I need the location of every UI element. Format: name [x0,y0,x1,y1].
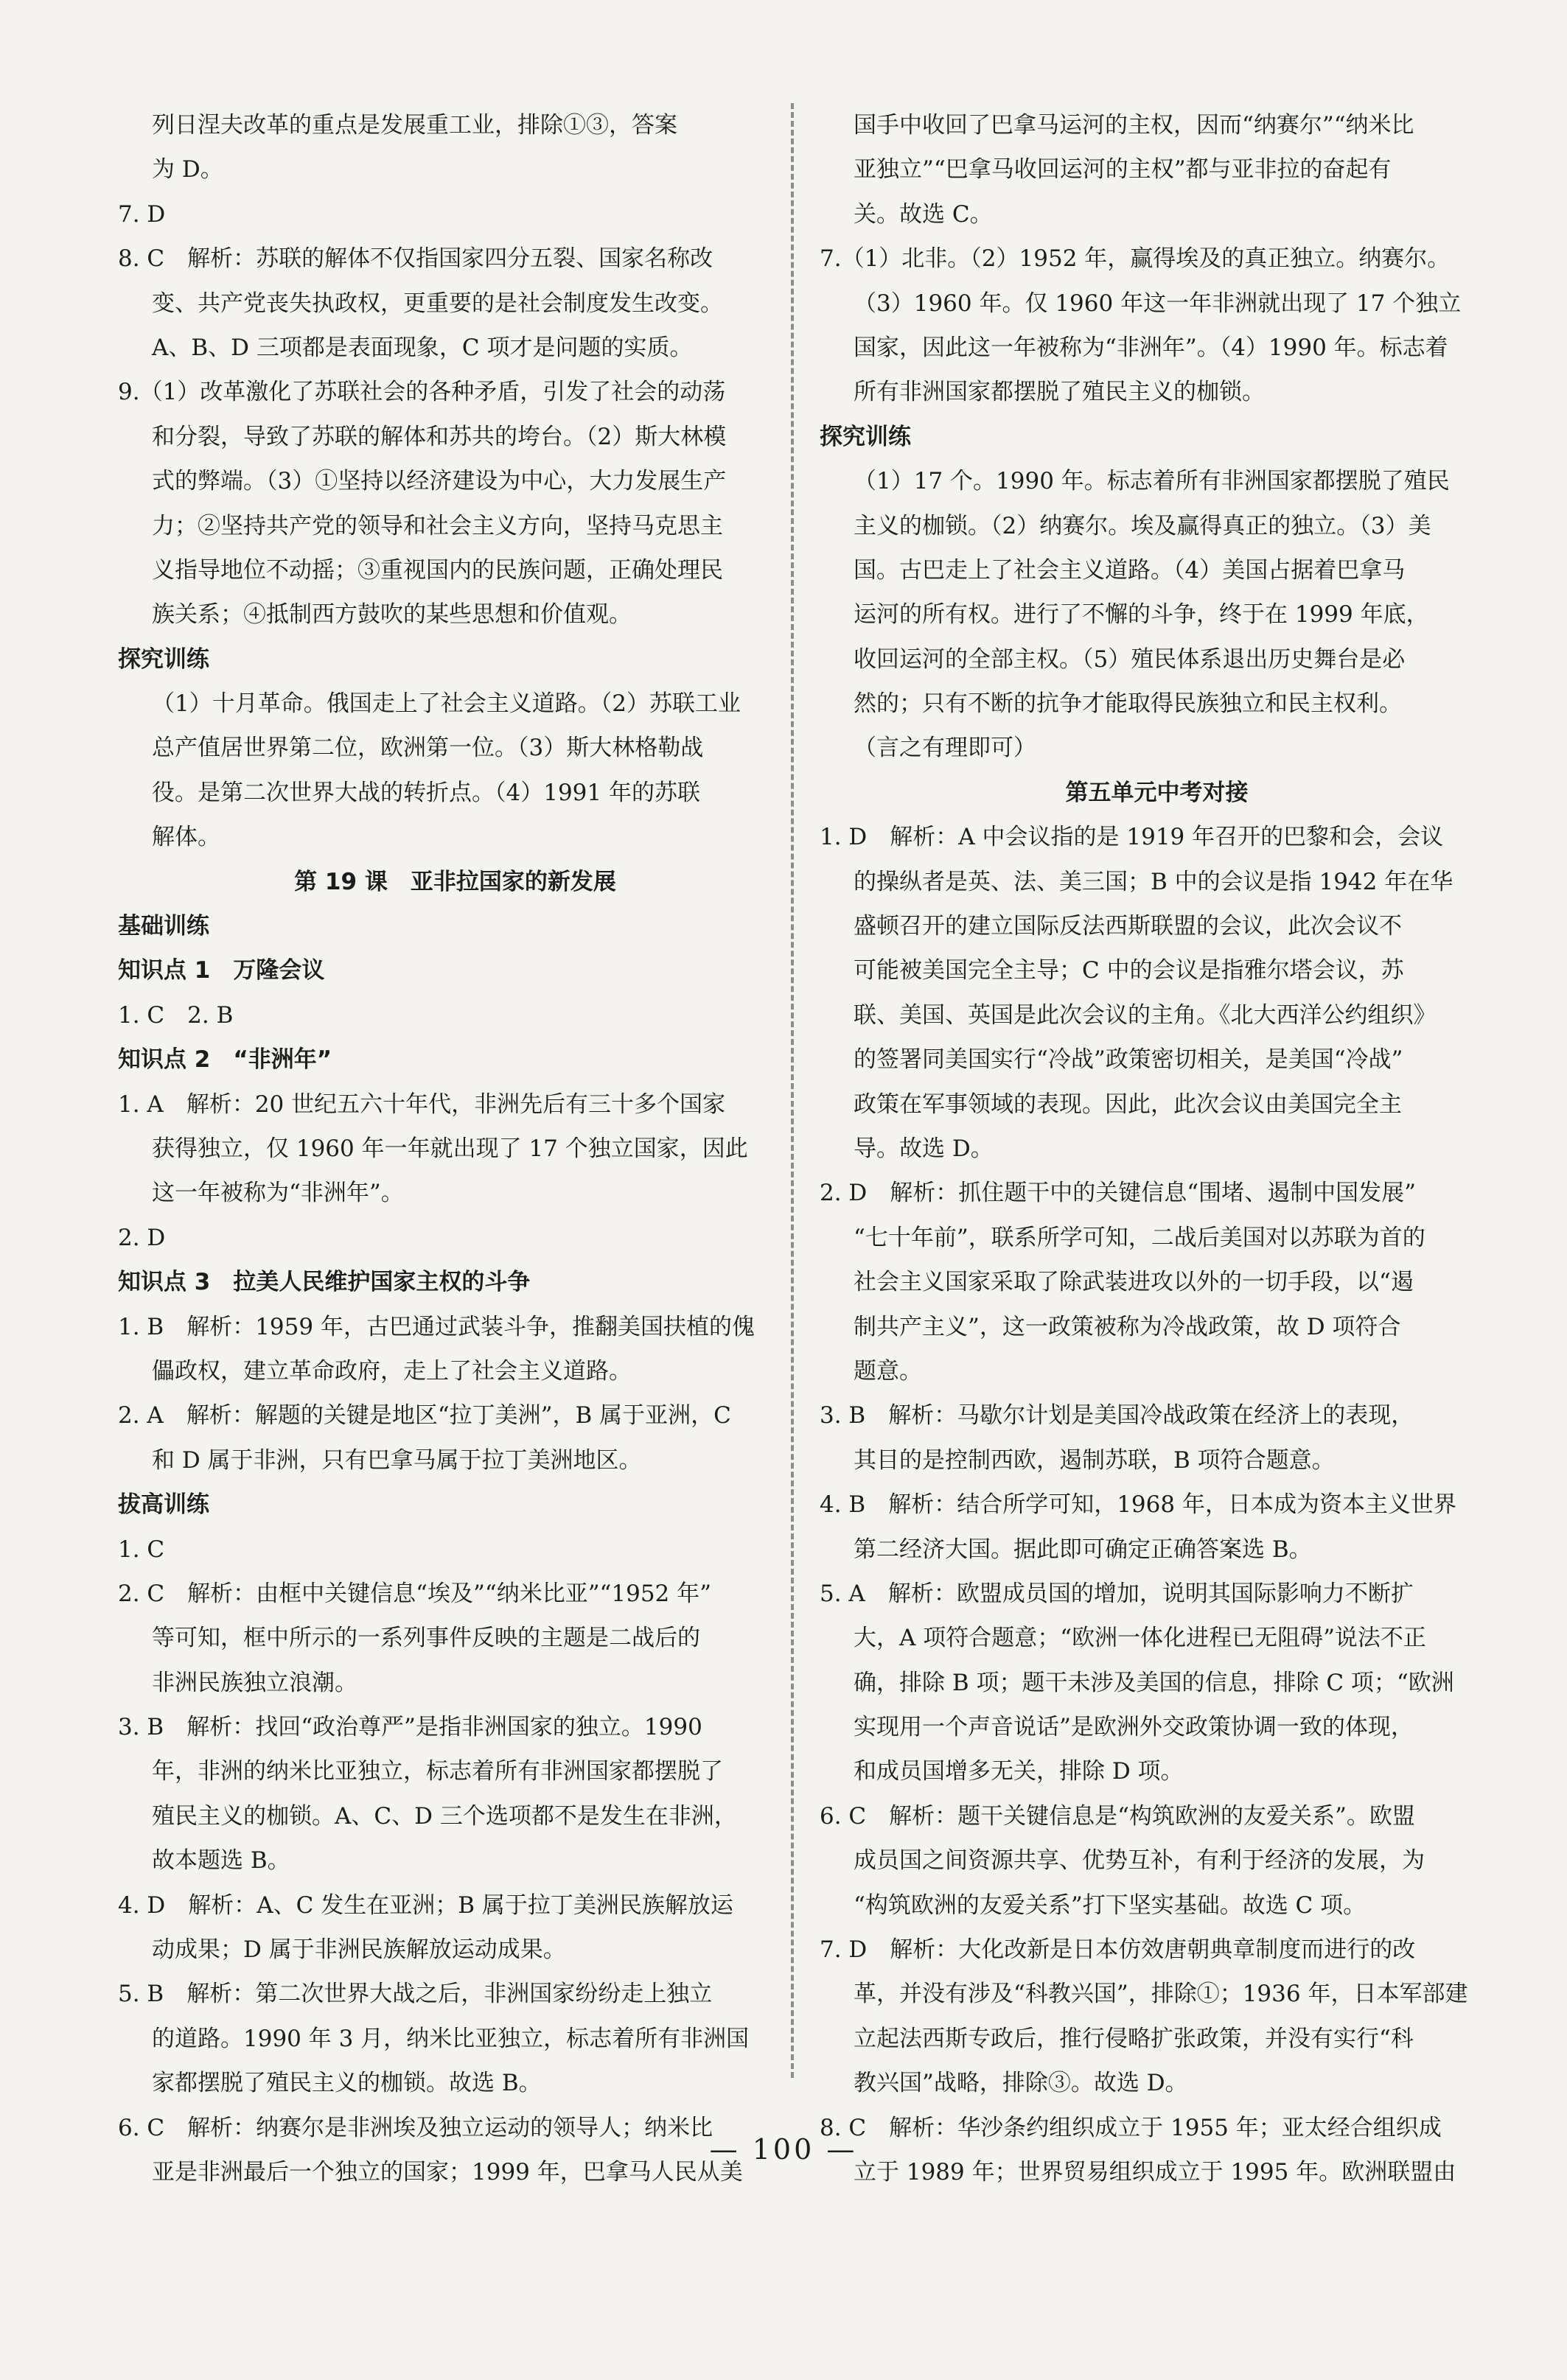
right-text-line: 5. A 解析：欧盟成员国的增加，说明其国际影响力不断扩 [820,1580,1414,1607]
right-text-line: 探究训练 [820,423,911,450]
left-text-line: 非洲民族独立浪潮。 [152,1669,357,1696]
left-text-line: 知识点 1 万隆会议 [118,957,325,984]
left-text-line: 族关系；④抵制西方鼓吹的某些思想和价值观。 [152,601,632,629]
left-column [118,103,792,2194]
right-text-line: 题意。 [854,1357,922,1385]
left-text-line: 列日涅夫改革的重点是发展重工业，排除①③，答案 [152,112,677,139]
left-text-line: 1. C [118,1536,165,1563]
right-text-line: 成员国之间资源共享、优势互补，有利于经济的发展，为 [854,1847,1425,1875]
left-text-line: 1. A 解析：20 世纪五六十年代，非洲先后有三十多个国家 [118,1091,726,1118]
left-text-line: 儡政权，建立革命政府，走上了社会主义道路。 [152,1357,632,1385]
left-text-line: 8. C 解析：苏联的解体不仅指国家四分五裂、国家名称改 [118,245,713,273]
right-text-line: 盛顿召开的建立国际反法西斯联盟的会议，此次会议不 [854,913,1402,940]
left-text-line: 变、共产党丧失执政权，更重要的是社会制度发生改变。 [152,290,723,317]
left-text-line: 7. D [118,200,166,228]
right-text-line: 和成员国增多无关，排除 D 项。 [854,1758,1184,1785]
right-text-line: 社会主义国家采取了除武装进攻以外的一切手段，以“遏 [854,1269,1414,1296]
right-text-line: 收回运河的全部主权。（5）殖民体系退出历史舞台是必 [854,645,1406,673]
right-text-line: 立于 1989 年；世界贸易组织成立于 1995 年。欧洲联盟由 [854,2158,1456,2185]
right-text-line: 教兴国”战略，排除③。故选 D。 [854,2070,1188,2097]
left-text-line: 的道路。1990 年 3 月，纳米比亚独立，标志着所有非洲国 [152,2025,750,2052]
right-text-line: 6. C 解析：题干关键信息是“构筑欧洲的友爱关系”。欧盟 [820,1802,1415,1830]
left-text-line: 义指导地位不动摇；③重视国内的民族问题，正确处理民 [152,556,723,584]
left-text-line: 1. B 解析：1959 年，古巴通过武装斗争，推翻美国扶植的傀 [118,1313,755,1340]
right-text-line: （1）17 个。1990 年。标志着所有非洲国家都摆脱了殖民 [854,468,1450,495]
right-text-line: 可能被美国完全主导；C 中的会议是指雅尔塔会议，苏 [854,957,1404,984]
left-text-line: 和 D 属于非洲，只有巴拿马属于拉丁美洲地区。 [152,1446,642,1474]
right-text-line: 国家，因此这一年被称为“非洲年”。（4）1990 年。标志着 [854,334,1448,361]
right-text-line: 4. B 解析：结合所学可知，1968 年，日本成为资本主义世界 [820,1491,1456,1519]
left-text-line: 总产值居世界第二位，欧洲第一位。（3）斯大林格勒战 [152,735,704,762]
column-divider [791,103,794,2078]
right-text-line: 国。古巴走上了社会主义道路。（4）美国占据着巴拿马 [854,556,1406,584]
left-text-line: 殖民主义的枷锁。A、C、D 三个选项都不是发生在非洲， [152,1802,737,1830]
left-text-line: 获得独立，仅 1960 年一年就出现了 17 个独立国家，因此 [152,1135,748,1162]
right-text-line: 所有非洲国家都摆脱了殖民主义的枷锁。 [854,379,1265,406]
right-text-line: 3. B 解析：马歇尔计划是美国冷战政策在经济上的表现， [820,1402,1414,1429]
left-text-line: 2. D [118,1224,166,1251]
right-text-line: “构筑欧洲的友爱关系”打下坚实基础。故选 C 项。 [854,1891,1367,1919]
left-text-line: 亚是非洲最后一个独立的国家；1999 年，巴拿马人民从美 [152,2158,743,2185]
right-text-line: 政策在军事领域的表现。因此，此次会议由美国完全主 [854,1091,1402,1118]
right-text-line: 7.（1）北非。（2）1952 年，赢得埃及的真正独立。纳赛尔。 [820,245,1451,273]
left-text-line: 1. C 2. B [118,1001,234,1029]
right-text-line: 导。故选 D。 [854,1135,994,1162]
right-text-line: 1. D 解析：A 中会议指的是 1919 年召开的巴黎和会，会议 [820,824,1444,851]
right-text-line: 国手中收回了巴拿马运河的主权，因而“纳赛尔”“纳米比 [854,112,1414,139]
right-text-line: 第二经济大国。据此即可确定正确答案选 B。 [854,1536,1312,1563]
left-text-line: （1）十月革命。俄国走上了社会主义道路。（2）苏联工业 [152,690,741,718]
left-text-line: 这一年被称为“非洲年”。 [152,1180,404,1207]
right-text-line: （言之有理即可） [854,735,1036,762]
right-text-line: 关。故选 C。 [854,200,993,228]
right-text-line: 运河的所有权。进行了不懈的斗争，终于在 1999 年底， [854,601,1429,629]
left-text-line: 2. A 解析：解题的关键是地区“拉丁美洲”，B 属于亚洲，C [118,1402,731,1429]
left-text-line: 拔高训练 [118,1491,209,1519]
left-text-line: 第 19 课 亚非拉国家的新发展 [294,868,616,895]
right-text-line: 7. D 解析：大化改新是日本仿效唐朝典章制度而进行的改 [820,1936,1416,1964]
left-text-line: 4. D 解析：A、C 发生在亚洲；B 属于拉丁美洲民族解放运 [118,1891,733,1919]
left-text-line: 知识点 3 拉美人民维护国家主权的斗争 [118,1269,531,1296]
right-text-line: “七十年前”，联系所学可知，二战后美国对以苏联为首的 [854,1224,1425,1251]
left-text-line: 5. B 解析：第二次世界大战之后，非洲国家纷纷走上独立 [118,1981,713,2008]
left-text-line: 式的弊端。（3）①坚持以经济建设为中心，大力发展生产 [152,468,727,495]
right-text-line: 确，排除 B 项；题干未涉及美国的信息，排除 C 项；“欧洲 [854,1669,1454,1696]
left-text-line: 3. B 解析：找回“政治尊严”是指非洲国家的独立。1990 [118,1714,702,1741]
right-text-line: 然的；只有不断的抗争才能取得民族独立和民主权利。 [854,690,1402,718]
left-text-line: 6. C 解析：纳赛尔是非洲埃及独立运动的领导人；纳米比 [118,2114,713,2141]
right-column [820,103,1494,2194]
right-text-line: 立起法西斯专政后，推行侵略扩张政策，并没有实行“科 [854,2025,1414,2052]
right-text-line: 亚独立”“巴拿马收回运河的主权”都与亚非拉的奋起有 [854,156,1392,183]
left-text-line: A、B、D 三项都是表面现象，C 项才是问题的实质。 [152,334,693,361]
left-text-line: 动成果；D 属于非洲民族解放运动成果。 [152,1936,566,1964]
left-text-line: 故本题选 B。 [152,1847,290,1875]
right-text-line: 实现用一个声音说话”是欧洲外交政策协调一致的体现， [854,1714,1414,1741]
right-text-line: 的签署同美国实行“冷战”政策密切相关，是美国“冷战” [854,1046,1403,1074]
right-text-line: 的操纵者是英、法、美三国；B 中的会议是指 1942 年在华 [854,868,1453,895]
page-number-value: 100 [752,2133,815,2166]
right-text-line: 第五单元中考对接 [1065,779,1249,806]
right-text-line: 主义的枷锁。（2）纳赛尔。埃及赢得真正的独立。（3）美 [854,512,1431,539]
left-text-line: 年，非洲的纳米比亚独立，标志着所有非洲国家都摆脱了 [152,1758,723,1785]
right-text-line: 其目的是控制西欧，遏制苏联，B 项符合题意。 [854,1446,1335,1474]
left-text-line: 和分裂，导致了苏联的解体和苏共的垮台。（2）斯大林模 [152,423,727,450]
right-text-line: 8. C 解析：华沙条约组织成立于 1955 年；亚太经合组织成 [820,2114,1442,2141]
left-text-line: 等可知，框中所示的一系列事件反映的主题是二战后的 [152,1625,700,1652]
right-text-line: 制共产主义”，这一政策被称为冷战政策，故 D 项符合 [854,1313,1401,1340]
left-text-line: 9.（1）改革激化了苏联社会的各种矛盾，引发了社会的动荡 [118,379,726,406]
left-text-line: 力；②坚持共产党的领导和社会主义方向，坚持马克思主 [152,512,723,539]
right-text-line: （3）1960 年。仅 1960 年这一年非洲就出现了 17 个独立 [854,290,1462,317]
left-text-line: 解体。 [152,824,220,851]
right-text-line: 大，A 项符合题意；“欧洲一体化进程已无阻碍”说法不正 [854,1625,1426,1652]
right-text-line: 革，并没有涉及“科教兴国”，排除①；1936 年，日本军部建 [854,1981,1468,2008]
right-text-line: 2. D 解析：抓住题干中的关键信息“围堵、遏制中国发展” [820,1180,1416,1207]
left-text-line: 基础训练 [118,913,209,940]
left-text-line: 役。是第二次世界大战的转折点。（4）1991 年的苏联 [152,779,700,806]
left-text-line: 家都摆脱了殖民主义的枷锁。故选 B。 [152,2070,542,2097]
left-text-line: 探究训练 [118,645,209,673]
left-text-line: 知识点 2 “非洲年” [118,1046,332,1074]
right-text-line: 联、美国、英国是此次会议的主角。《北大西洋公约组织》 [854,1001,1437,1029]
left-text-line: 2. C 解析：由框中关键信息“埃及”“纳米比亚”“1952 年” [118,1580,711,1607]
page-number: — 100 — [709,2133,858,2166]
left-text-line: 为 D。 [152,156,223,183]
